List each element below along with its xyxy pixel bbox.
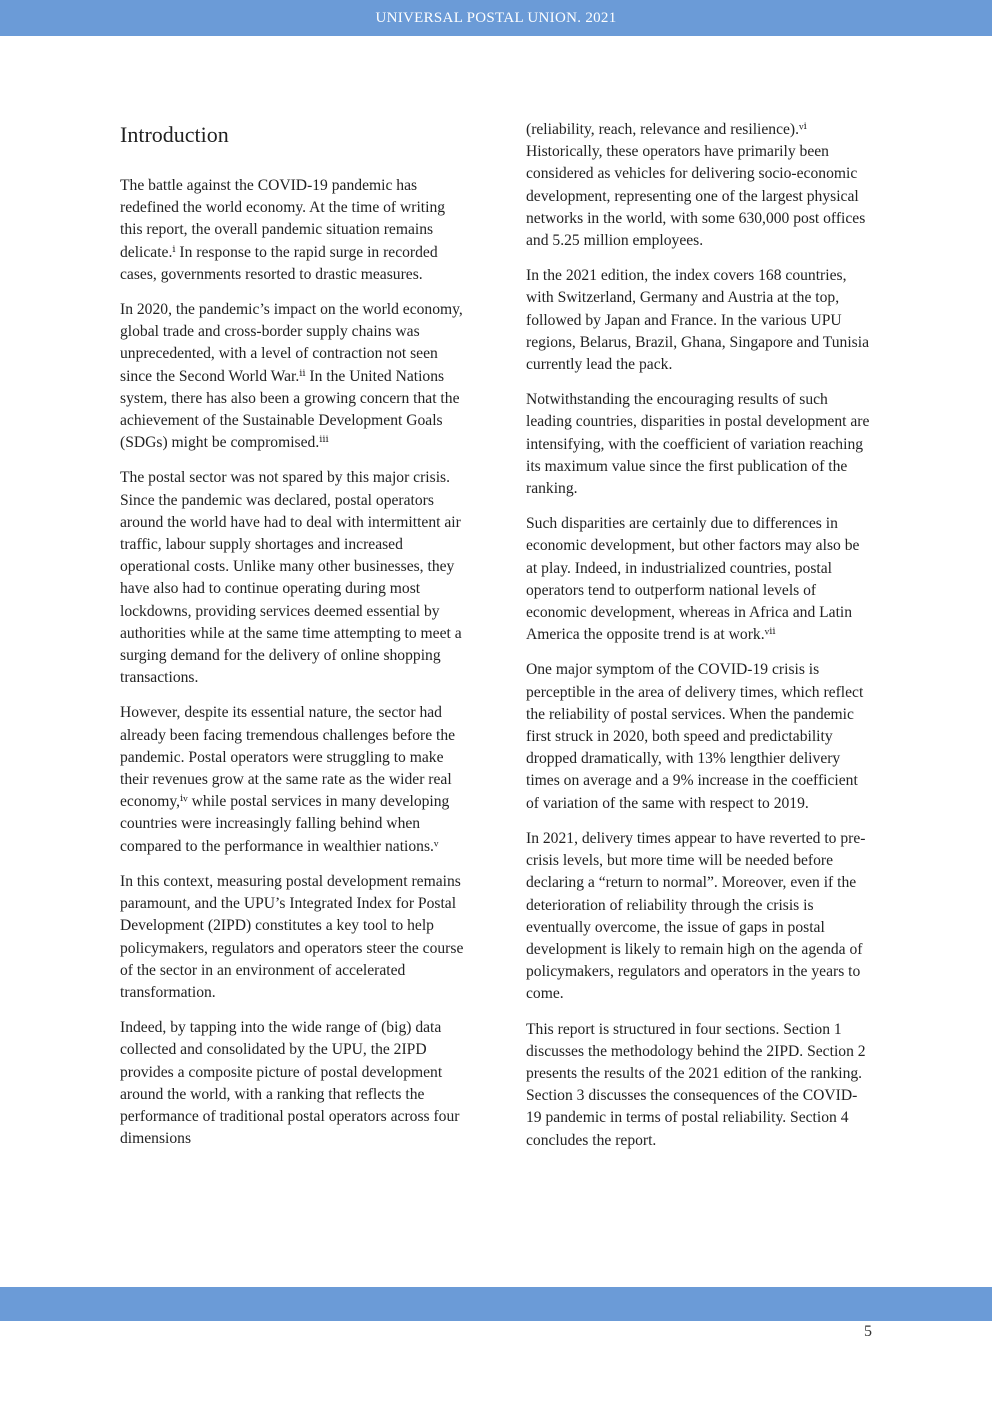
- right-column: [526, 119, 872, 1165]
- paragraph: In this context, measuring postal development remains paramount, and the UPU’s Integrated Index for Postal Development (2IPD) constitutes a key tool to help policymakers, regulators and operators steer the course of the sector in an environment of accelerated transformation.: [120, 872, 464, 1001]
- paragraph: One major symptom of the COVID-19 crisis is perceptible in the area of delivery times, which reflect the reliability of postal services. When the pandemic first struck in 2020, both speed and predictability dropped dramatically, with 13% lengthier delivery times on average and a 9% increase in the coefficient of variation of the same with respect to 2019.: [526, 661, 864, 812]
- section-title: Introduction: [120, 122, 229, 147]
- paragraph: This report is structured in four sections. Section 1 discusses the methodology behind the 2IPD. Section 2 presents the results of the 2021 edition of the ranking. Section 3 discusses the consequences of the COVID-19 pandemic in terms of postal reliability. Section 4 concludes the report.: [526, 1020, 866, 1149]
- page-footer-band: [0, 1287, 992, 1321]
- paragraph: Such disparities are certainly due to differences in economic development, but other factors may also be at play. Indeed, in industrialized countries, postal operators tend to outperform national levels of economic development, whereas in Africa and Latin America the opposite trend is at work.ᵛⁱⁱ: [526, 515, 860, 644]
- left-column: [120, 119, 466, 1163]
- paragraph: Indeed, by tapping into the wide range of (big) data collected and consolidated by the UPU, the 2IPD provides a composite picture of postal development around the world, with a ranking that reflects the performance of traditional postal operators across four dimensions: [120, 1019, 460, 1148]
- page-header-band: [0, 0, 992, 36]
- paragraph: In the 2021 edition, the index covers 168 countries, with Switzerland, Germany and Austria at the top, followed by Japan and France. In the various UPU regions, Belarus, Brazil, Ghana, Singapore and Tunisia currently lead the pack.: [526, 267, 870, 374]
- paragraph: The postal sector was not spared by this major crisis. Since the pandemic was declared, postal operators around the world have had to deal with intermittent air traffic, labour supply shortages and increased operational costs. Unlike many other businesses, they have also had to continue operating during most lockdowns, providing services deemed essential by authorities while at the same time attempting to meet a surging demand for the delivery of online shopping transactions.: [120, 469, 462, 687]
- paragraph: However, despite its essential nature, the sector had already been facing tremendous challenges before the pandemic. Postal operators were struggling to make their revenues grow at the same rate as the wider real economy,ⁱᵛ while postal services in many developing countries were increasingly falling behind when compared to the performance in wealthier nations.ᵛ: [120, 704, 456, 855]
- paragraph: The battle against the COVID-19 pandemic has redefined the world economy. At the time of writing this report, the overall pandemic situation remains delicate.ⁱ In response to the rapid surge in recorded cases, governments resorted to drastic measures.: [120, 177, 446, 283]
- paragraph: (reliability, reach, relevance and resilience).ᵛⁱ Historically, these operators have primarily been considered as vehicles for delivering socio-economic development, representing one of the largest physical networks in the world, with some 630,000 post offices and 5.25 million employees.: [526, 121, 866, 250]
- page-number: 5: [864, 1323, 872, 1340]
- paragraph: In 2020, the pandemic’s impact on the world economy, global trade and cross-border supply chains was unprecedented, with a level of contraction not seen since the Second World War.ⁱⁱ In the United Nations system, there has also been a growing concern that the achievement of the Sustainable Development Goals (SDGs) might be compromised.ⁱⁱⁱ: [120, 301, 463, 452]
- paragraph: Notwithstanding the encouraging results of such leading countries, disparities in postal development are intensifying, with the coefficient of variation reaching its maximum value since the first publication of the ranking.: [526, 391, 870, 498]
- paragraph: In 2021, delivery times appear to have reverted to pre-crisis levels, but more time will be needed before declaring a “return to normal”. Moreover, even if the deterioration of reliability through the crisis is eventually overcome, the issue of gaps in postal development is likely to remain high on the agenda of policymakers, regulators and operators in the years to come.: [526, 829, 866, 1003]
- running-title: UNIVERSAL POSTAL UNION. 2021: [375, 10, 617, 26]
